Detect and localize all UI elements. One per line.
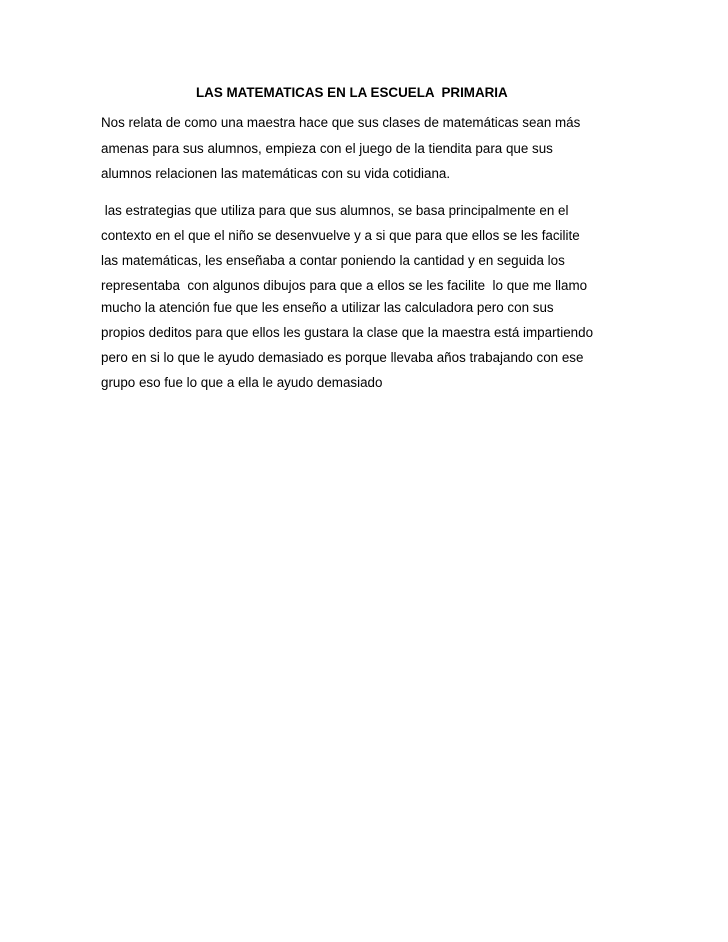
paragraph-line: pero en si lo que le ayudo demasiado es porque llevaba años trabajando con ese <box>101 350 584 365</box>
paragraph-line: alumnos relacionen las matemáticas con su vida cotidiana. <box>101 166 451 181</box>
paragraph-line: contexto en el que el niño se desenvuelve y a si que para que ellos se les facilite <box>101 228 580 243</box>
paragraph-line: mucho la atención fue que les enseño a utilizar las calculadora pero con sus <box>101 300 554 315</box>
paragraph-line: amenas para sus alumnos, empieza con el juego de la tiendita para que sus <box>101 141 553 156</box>
paragraph-line: grupo eso fue lo que a ella le ayudo demasiado <box>101 375 383 390</box>
paragraph-line: representaba con algunos dibujos para que a ellos se les facilite lo que me llamo <box>101 278 588 293</box>
paragraph-line: las estrategias que utiliza para que sus alumnos, se basa principalmente en el <box>101 203 569 218</box>
paragraph-line: Nos relata de como una maestra hace que sus clases de matemáticas sean más <box>101 115 581 130</box>
paragraph-line: propios deditos para que ellos les gustara la clase que la maestra está impartiendo <box>101 325 594 340</box>
paragraph-line: las matemáticas, les enseñaba a contar poniendo la cantidad y en seguida los <box>101 253 565 268</box>
document-title: LAS MATEMATICAS EN LA ESCUELA PRIMARIA <box>196 85 508 100</box>
